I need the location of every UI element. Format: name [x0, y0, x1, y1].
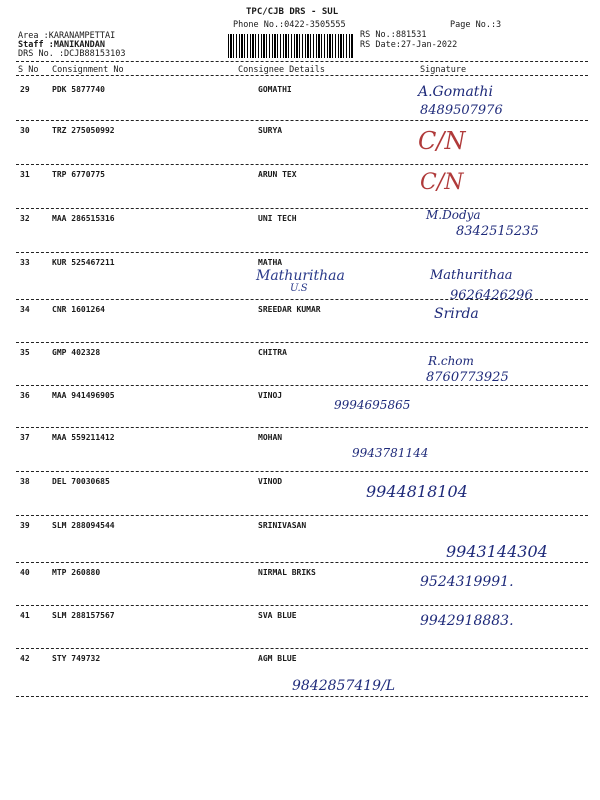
row-consignment-no: STY 749732 [52, 654, 101, 663]
row-consignee: MATHA [258, 258, 283, 267]
row-divider [16, 427, 588, 428]
row-sno: 42 [20, 654, 30, 663]
row-signature: A.Gomathi [418, 84, 493, 100]
row-divider [16, 385, 588, 386]
row-consignee: SVA BLUE [258, 611, 297, 620]
row-divider [16, 562, 588, 563]
row-consignee: MOHAN [258, 433, 283, 442]
row-divider [16, 164, 588, 165]
row-signature: 9943781144 [352, 446, 429, 460]
row-signature-phone: 9626426296 [450, 288, 533, 303]
row-sno: 40 [20, 568, 30, 577]
row-signature: 9842857419/L [292, 678, 396, 694]
row-consignment-no: KUR 525467211 [52, 258, 115, 267]
column-header-sno: S No [18, 65, 39, 75]
row-sno: 31 [20, 170, 30, 179]
row-signature: Srirda [434, 306, 479, 322]
row-signature: 9943144304 [446, 542, 548, 561]
row-signature: 9942918883. [420, 613, 514, 629]
row-consignee: NIRMAL BRIKS [258, 568, 316, 577]
rs-number: RS No.:881531 [360, 30, 427, 40]
row-consignment-no: MAA 286515316 [52, 214, 115, 223]
row-signature: M.Dodya [426, 208, 481, 222]
row-sno: 29 [20, 85, 30, 94]
row-consignment-no: DEL 70030685 [52, 477, 110, 486]
barcode-image [228, 34, 354, 58]
document-title: TPC/CJB DRS - SUL [246, 7, 339, 17]
row-consignment-no: PDK 5877740 [52, 85, 105, 94]
area-label: Area :KARANAMPETTAI [18, 31, 116, 41]
row-signature: C/N [420, 170, 464, 195]
row-sno: 35 [20, 348, 30, 357]
page-number: Page No.:3 [450, 20, 502, 30]
column-header-signature: Signature [420, 65, 467, 75]
row-signature: R.chom [428, 354, 474, 368]
staff-label: Staff :MANIKANDAN [18, 40, 105, 50]
row-divider [16, 471, 588, 472]
row-divider [16, 252, 588, 253]
row-consignment-no: MAA 941496905 [52, 391, 115, 400]
row-sno: 34 [20, 305, 30, 314]
row-sno: 36 [20, 391, 30, 400]
row-sno: 38 [20, 477, 30, 486]
row-signature: 9994695865 [334, 398, 411, 412]
row-consignee: CHITRA [258, 348, 287, 357]
row-signature: 9944818104 [366, 482, 468, 501]
row-signature: Mathurithaa [430, 268, 513, 283]
row-sno: 30 [20, 126, 30, 135]
handwritten-consignee-name: Mathurithaa [256, 268, 345, 284]
row-consignment-no: TRP 6770775 [52, 170, 105, 179]
row-consignee: UNI TECH [258, 214, 297, 223]
row-consignee: VINOD [258, 477, 283, 486]
row-consignment-no: SLM 288157567 [52, 611, 115, 620]
row-consignee: ARUN TEX [258, 170, 297, 179]
row-consignment-no: MTP 260880 [52, 568, 101, 577]
row-consignee: SRINIVASAN [258, 521, 307, 530]
phone-number: Phone No.:0422-3505555 [233, 20, 346, 30]
row-consignee: SREEDAR KUMAR [258, 305, 321, 314]
header-bottom-divider [16, 75, 588, 76]
row-signature: C/N [418, 127, 466, 155]
row-divider [16, 342, 588, 343]
row-signature: 9524319991. [420, 574, 514, 590]
row-sno: 39 [20, 521, 30, 530]
row-consignee: SURYA [258, 126, 283, 135]
row-consignment-no: MAA 559211412 [52, 433, 115, 442]
column-header-consignee: Consignee Details [238, 65, 325, 75]
rs-date: RS Date:27-Jan-2022 [360, 40, 458, 50]
row-divider [16, 696, 588, 697]
row-sno: 37 [20, 433, 30, 442]
row-signature-phone: 8489507976 [420, 103, 503, 118]
header-top-divider [16, 61, 588, 62]
row-consignment-no: GMP 402328 [52, 348, 101, 357]
row-divider [16, 648, 588, 649]
row-consignment-no: SLM 288094544 [52, 521, 115, 530]
row-consignment-no: TRZ 275050992 [52, 126, 115, 135]
row-sno: 41 [20, 611, 30, 620]
row-divider [16, 299, 588, 300]
row-sno: 32 [20, 214, 30, 223]
row-divider [16, 605, 588, 606]
row-sno: 33 [20, 258, 30, 267]
column-header-consignment: Consignment No [52, 65, 124, 75]
row-consignment-no: CNR 1601264 [52, 305, 105, 314]
row-signature-phone: 8342515235 [456, 224, 539, 239]
row-consignee: VINOJ [258, 391, 283, 400]
row-signature-phone: 8760773925 [426, 370, 509, 385]
drs-number: DRS No. :DCJB88153103 [18, 49, 126, 59]
row-divider [16, 515, 588, 516]
row-consignee: GOMATHI [258, 85, 292, 94]
row-consignee: AGM BLUE [258, 654, 297, 663]
handwritten-consignee-initials: U.S [290, 283, 308, 294]
row-divider [16, 208, 588, 209]
row-divider [16, 120, 588, 121]
